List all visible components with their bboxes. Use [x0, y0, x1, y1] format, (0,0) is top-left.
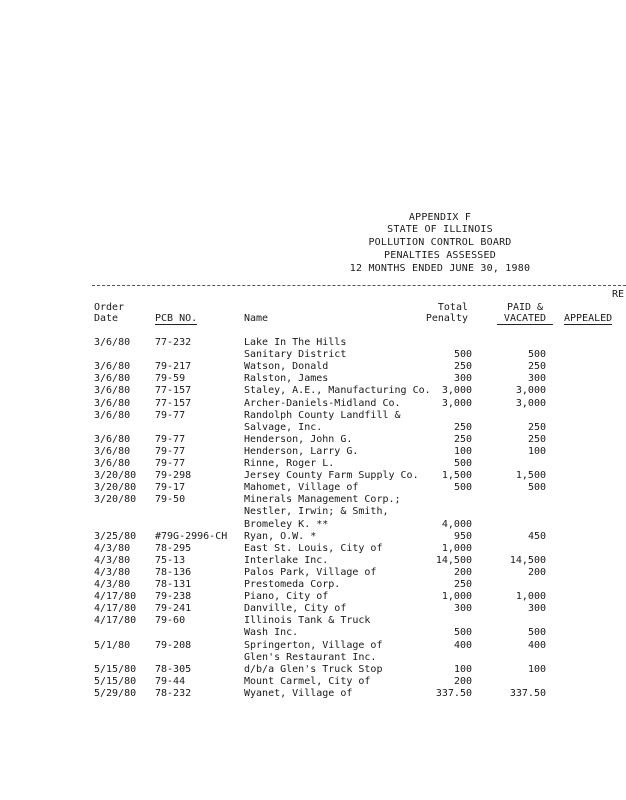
cell-date: 3/6/80 [94, 337, 131, 348]
cell-paid: 300 [527, 373, 546, 385]
cell-name: Staley, A.E., Manufacturing Co. [244, 385, 431, 397]
cell-pcb: 77-157 [155, 385, 192, 397]
cell-paid: 337.50 [509, 687, 546, 699]
cell-date: 3/20/80 [94, 482, 137, 494]
col-order-date-line1: Order [94, 302, 125, 313]
cell-date: 5/15/80 [94, 663, 137, 675]
cell-pcb: 79-77 [155, 409, 186, 421]
cell-total: 100 [453, 445, 472, 457]
cell-total: 400 [453, 639, 472, 651]
cell-pcb: 79-77 [155, 458, 186, 469]
cropped-edge-label: RE [612, 289, 625, 300]
cell-name: Wash Inc. [244, 627, 299, 639]
cell-total: 250 [453, 361, 472, 373]
cell-paid: 250 [527, 421, 546, 433]
cell-pcb: 78-131 [155, 579, 192, 590]
cell-name: Wyanet, Village of [244, 687, 353, 699]
cell-date: 3/6/80 [94, 433, 131, 445]
cell-date: 5/15/80 [94, 675, 137, 687]
board-name: POLLUTION CONTROL BOARD [368, 237, 512, 248]
cell-total: 500 [453, 458, 472, 469]
cell-pcb: 78-305 [155, 663, 192, 675]
cell-pcb: 77-232 [155, 337, 192, 348]
cell-pcb: 79-298 [155, 470, 192, 482]
cell-name: Palos Park, Village of [244, 566, 377, 578]
cell-name: Rinne, Roger L. [244, 458, 335, 469]
cell-total: 100 [453, 663, 472, 675]
cell-date: 5/1/80 [94, 639, 131, 651]
cell-name: Randolph County Landfill & [244, 409, 401, 421]
cell-pcb: 79-77 [155, 433, 186, 445]
cell-date: 3/6/80 [94, 397, 131, 409]
cell-total: 1,500 [441, 470, 472, 482]
cell-total: 3,000 [441, 397, 472, 409]
cell-total: 200 [453, 566, 472, 578]
cell-paid: 3,000 [515, 385, 546, 397]
cell-pcb: 78-136 [155, 566, 192, 578]
cell-pcb: 79-59 [155, 373, 186, 385]
cell-name: Danville, City of [244, 603, 347, 615]
cell-paid: 450 [527, 530, 546, 542]
cell-name: Henderson, Larry G. [244, 445, 359, 457]
col-appealed-label: APPEALED [564, 313, 613, 324]
cell-paid: 500 [527, 349, 546, 361]
cell-total: 950 [453, 530, 472, 542]
cell-date: 5/29/80 [94, 687, 137, 699]
cell-total: 3,000 [441, 385, 472, 397]
cell-total: 337.50 [435, 687, 472, 699]
cell-paid: 100 [527, 663, 546, 675]
cell-paid: 500 [527, 627, 546, 639]
cell-paid: 14,500 [509, 554, 546, 566]
cell-paid: 400 [527, 639, 546, 651]
cell-total: 4,000 [441, 518, 472, 530]
cell-paid: 1,000 [515, 591, 546, 603]
cell-total: 300 [453, 373, 472, 385]
col-order-date-line2: Date [94, 313, 119, 324]
cell-pcb: 79-44 [155, 675, 186, 687]
cell-date: 3/6/80 [94, 385, 131, 397]
cell-date: 3/6/80 [94, 409, 131, 421]
cell-pcb: 79-60 [155, 615, 186, 627]
cell-name: Illinois Tank & Truck [244, 615, 371, 627]
col-total-line1: Total [437, 302, 468, 313]
cell-pcb: 75-13 [155, 554, 186, 566]
cell-date: 4/3/80 [94, 566, 131, 578]
cell-name: Henderson, John G. [244, 433, 353, 445]
cell-paid: 100 [527, 445, 546, 457]
cell-total: 250 [453, 579, 472, 590]
report-period: 12 MONTHS ENDED JUNE 30, 1980 [349, 263, 531, 274]
cell-pcb: 79-238 [155, 591, 192, 603]
col-total-line2: Penalty [425, 313, 468, 324]
cell-total: 200 [453, 675, 472, 687]
cell-pcb: 78-232 [155, 687, 192, 699]
cell-date: 3/6/80 [94, 445, 131, 457]
appendix-label: APPENDIX F [408, 212, 472, 223]
cell-name: Piano, City of [244, 591, 329, 603]
cell-name: East St. Louis, City of [244, 542, 383, 554]
cell-date: 4/17/80 [94, 615, 137, 627]
cell-pcb: 78-295 [155, 542, 192, 554]
cell-total: 1,000 [441, 591, 472, 603]
cell-pcb: 79-208 [155, 639, 192, 651]
cell-name: Archer-Daniels-Midland Co. [244, 397, 401, 409]
cell-paid: 500 [527, 482, 546, 494]
cell-total: 500 [453, 627, 472, 639]
cell-pcb: 79-77 [155, 445, 186, 457]
cell-name: Lake In The Hills [244, 337, 347, 348]
col-pcb-no-label: PCB NO. [155, 313, 198, 324]
cell-date: 3/6/80 [94, 361, 131, 373]
cell-name: Jersey County Farm Supply Co. [244, 470, 419, 482]
cell-pcb: 79-217 [155, 361, 192, 373]
state-name: STATE OF ILLINOIS [387, 224, 493, 235]
cell-name: Sanitary District [244, 349, 347, 361]
cell-name: Salvage, Inc. [244, 421, 323, 433]
cell-date: 4/3/80 [94, 554, 131, 566]
cell-paid: 3,000 [515, 397, 546, 409]
cell-name: Prestomeda Corp. [244, 579, 341, 590]
cell-paid: 300 [527, 603, 546, 615]
cell-pcb: 79-17 [155, 482, 186, 494]
cell-date: 3/25/80 [94, 530, 137, 542]
cell-date: 4/17/80 [94, 603, 137, 615]
cell-pcb: 79-241 [155, 603, 192, 615]
cell-name: Watson, Donald [244, 361, 329, 373]
cell-date: 4/3/80 [94, 579, 131, 590]
cell-pcb: #79G-2996-CH [155, 530, 228, 542]
cell-name: Glen's Restaurant Inc. [244, 651, 377, 663]
cell-name: Bromeley K. ** [244, 518, 329, 530]
cell-date: 3/20/80 [94, 494, 137, 506]
cell-name: Mahomet, Village of [244, 482, 359, 494]
cell-date: 4/17/80 [94, 591, 137, 603]
cell-name: Nestler, Irwin; & Smith, [244, 506, 389, 518]
cell-date: 3/6/80 [94, 373, 131, 385]
cell-date: 4/3/80 [94, 542, 131, 554]
cell-paid: 1,500 [515, 470, 546, 482]
cell-total: 500 [453, 349, 472, 361]
cell-total: 250 [453, 433, 472, 445]
col-paid-line2: VACATED [497, 313, 553, 325]
col-name-label: Name [244, 313, 269, 324]
report-title: PENALTIES ASSESSED [384, 250, 496, 261]
cell-name: Ryan, O.W. * [244, 530, 317, 542]
cell-pcb: 79-50 [155, 494, 186, 506]
cell-total: 300 [453, 603, 472, 615]
cell-total: 250 [453, 421, 472, 433]
cell-paid: 250 [527, 361, 546, 373]
cell-date: 3/20/80 [94, 470, 137, 482]
cell-name: Ralston, James [244, 373, 329, 385]
cell-name: Mount Carmel, City of [244, 675, 371, 687]
cell-total: 1,000 [441, 542, 472, 554]
cell-name: d/b/a Glen's Truck Stop [244, 663, 383, 675]
cell-paid: 250 [527, 433, 546, 445]
cell-total: 14,500 [435, 554, 472, 566]
cell-name: Minerals Management Corp.; [244, 494, 401, 506]
cell-date: 3/6/80 [94, 458, 131, 469]
cell-total: 500 [453, 482, 472, 494]
cell-name: Springerton, Village of [244, 639, 383, 651]
cell-paid: 200 [527, 566, 546, 578]
cell-name: Interlake Inc. [244, 554, 329, 566]
cell-pcb: 77-157 [155, 397, 192, 409]
col-paid-line1: PAID & [506, 302, 544, 313]
